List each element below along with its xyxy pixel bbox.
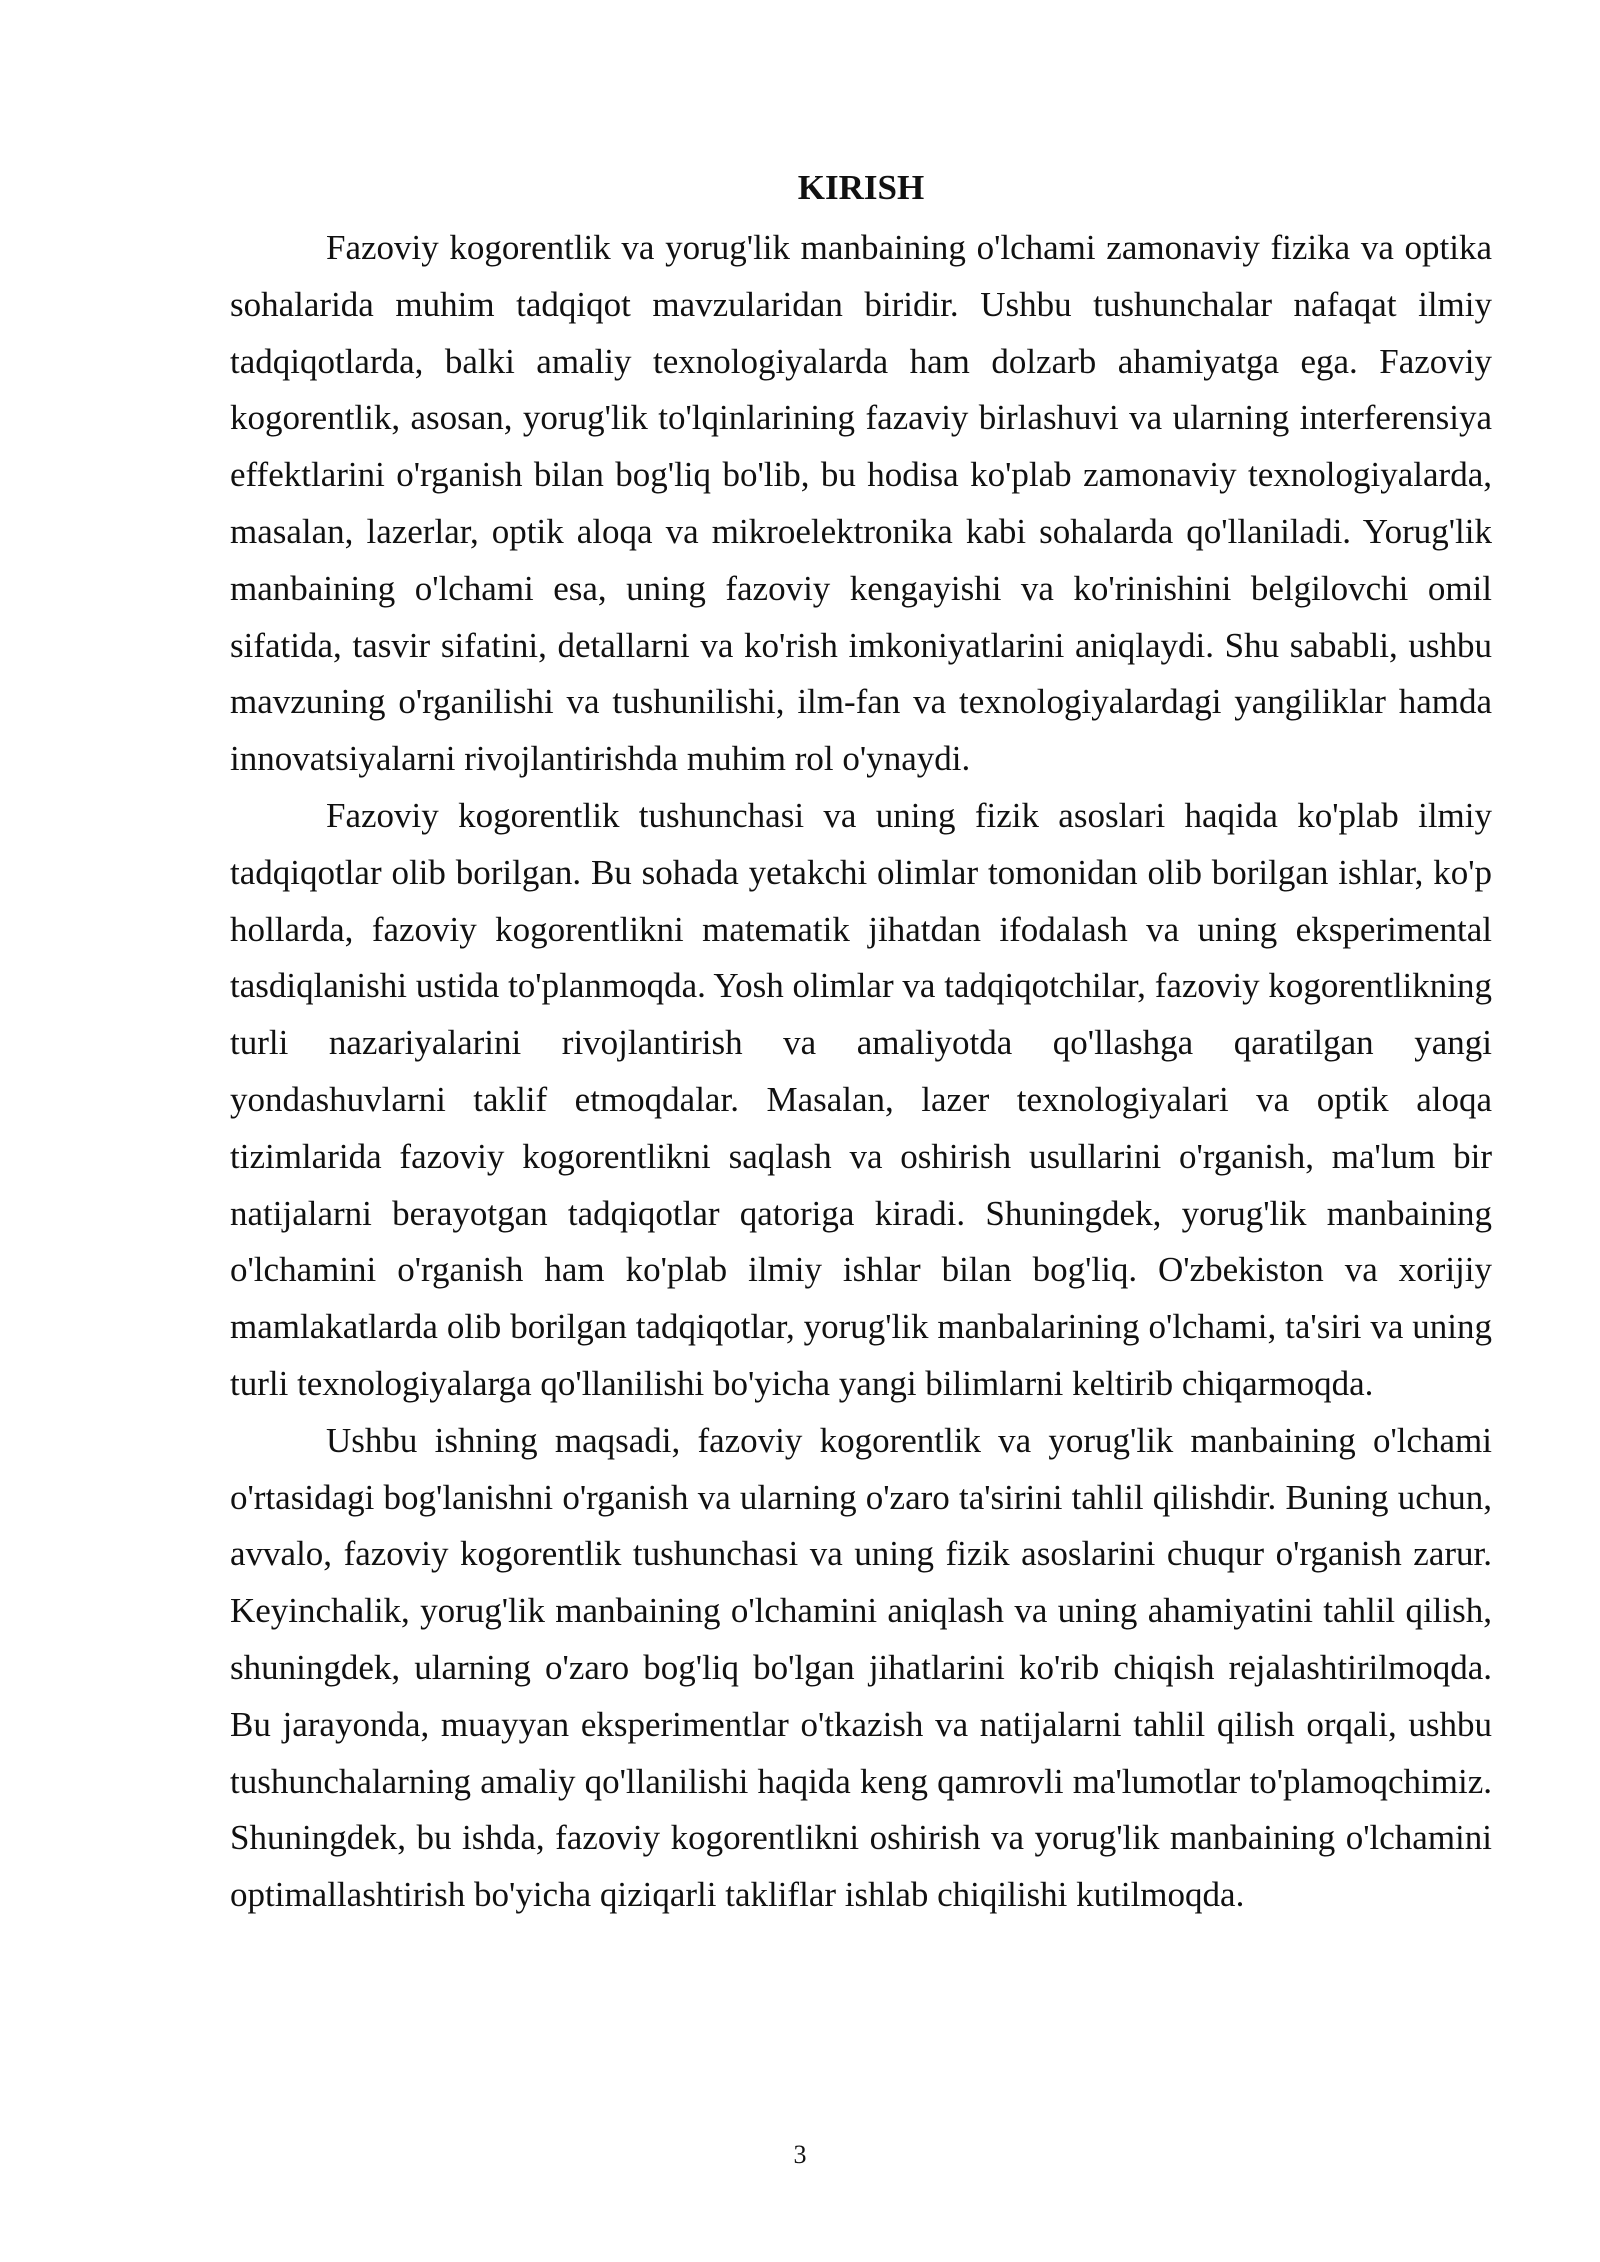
paragraph-2: Fazoviy kogorentlik tushunchasi va uning fizik asoslari haqida ko'plab ilmiy tadqiqotlar olib borilgan. Bu sohada yetakchi olimlar tomonidan olib borilgan ishlar, ko'p hollarda, fazoviy kogorentlikni matematik jihatdan ifodalash va uning eksperimental tasdiqlanishi ustida to'planmoqda. Yosh olimlar va tadqiqotchilar, fazoviy kogorentlikning turli nazariyalarini rivojlantirish va amaliyotda qo'llashga qaratilgan yangi yondashuvlarni taklif etmoqdalar. Masalan, lazer texnologiyalari va optik aloqa tizimlarida fazoviy kogorentlikni saqlash va oshirish usullarini o'rganish, ma'lum bir natijalarni berayotgan tadqiqotlar qatoriga kiradi. Shuningdek, yorug'lik manbaining o'lchamini o'rganish ham ko'plab ilmiy ishlar bilan bog'liq. O'zbekiston va xorijiy mamlakatlarda olib borilgan tadqiqotlar, yorug'lik manbalarining o'lchami, ta'siri va uning turli texnologiyalarga qo'llanilishi bo'yicha yangi bilimlarni keltirib chiqarmoqda. <box>230 795 1492 1403</box>
paragraph-1: Fazoviy kogorentlik va yorug'lik manbaining o'lchami zamonaviy fizika va optika sohalarida muhim tadqiqot mavzularidan biridir. Ushbu tushunchalar nafaqat ilmiy tadqiqotlarda, balki amaliy texnologiyalarda ham dolzarb ahamiyatga ega. Fazoviy kogorentlik, asosan, yorug'lik to'lqinlarining fazaviy birlashuvi va ularning interferensiya effektlarini o'rganish bilan bog'liq bo'lib, bu hodisa ko'plab zamonaviy texnologiyalarda, masalan, lazerlar, optik aloqa va mikroelektronika kabi sohalarda qo'llaniladi. Yorug'lik manbaining o'lchami esa, uning fazoviy kengayishi va ko'rinishini belgilovchi omil sifatida, tasvir sifatini, detallarni va ko'rish imkoniyatlarini aniqlaydi. Shu sababli, ushbu mavzuning o'rganilishi va tushunilishi, ilm-fan va texnologiyalardagi yangiliklar hamda innovatsiyalarni rivojlantirishda muhim rol o'ynaydi. <box>230 228 1492 779</box>
section-title: KIRISH <box>797 168 925 207</box>
page-content <box>230 160 1492 1924</box>
paragraph-3: Ushbu ishning maqsadi, fazoviy kogorentlik va yorug'lik manbaining o'lchami o'rtasidagi bog'lanishni o'rganish va ularning o'zaro ta'sirini tahlil qilishdir. Buning uchun, avvalo, fazoviy kogorentlik tushunchasi va uning fizik asoslarini chuqur o'rganish zarur. Keyinchalik, yorug'lik manbaining o'lchamini aniqlash va uning ahamiyatini tahlil qilish, shuningdek, ularning o'zaro bog'liq bo'lgan jihatlarini ko'rib chiqish rejalashtirilmoqda. Bu jarayonda, muayyan eksperimentlar o'tkazish va natijalarni tahlil qilish orqali, ushbu tushunchalarning amaliy qo'llanilishi haqida keng qamrovli ma'lumotlar to'plamoqchimiz. Shuningdek, bu ishda, fazoviy kogorentlikni oshirish va yorug'lik manbaining o'lchamini optimallashtirish bo'yicha qiziqarli takliflar ishlab chiqilishi kutilmoqda. <box>230 1420 1492 1915</box>
page-number: 3 <box>793 2140 807 2169</box>
